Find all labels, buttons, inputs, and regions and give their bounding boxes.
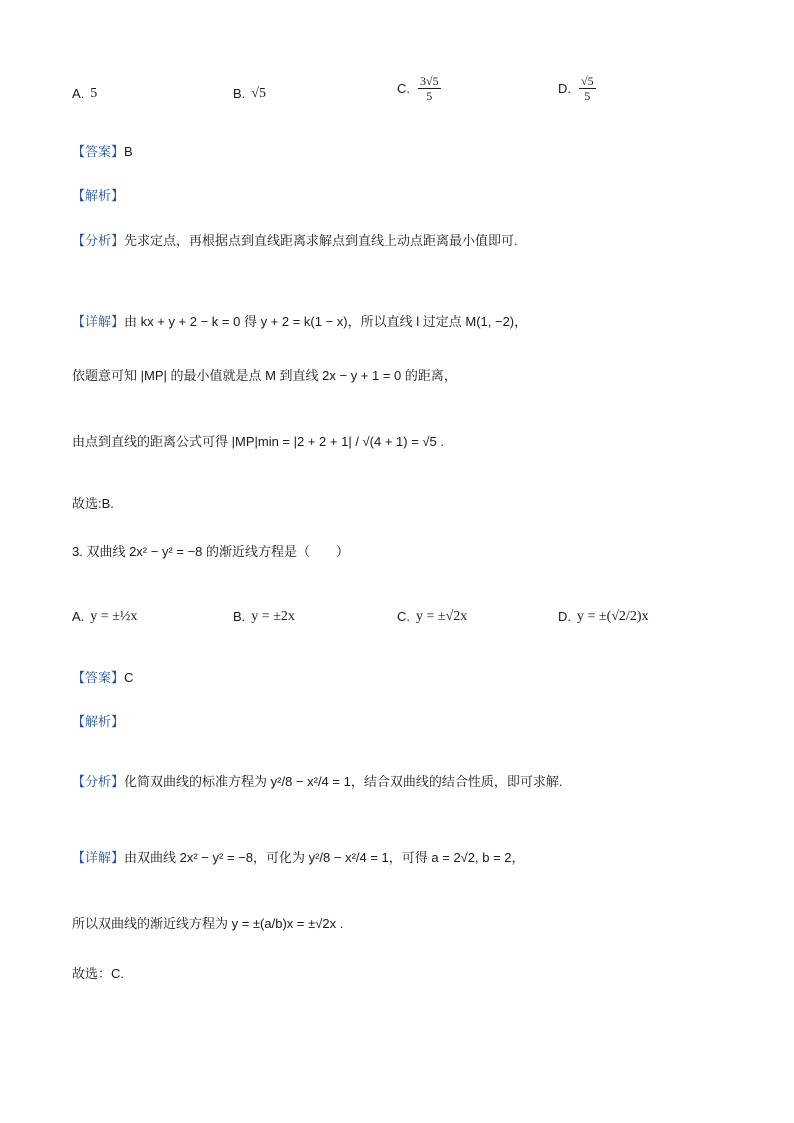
option-value: y = ±½x [90, 609, 138, 624]
fenxi-tag: 【分析】 [72, 233, 125, 248]
detail-line-1 [72, 312, 527, 333]
answer-value: B [124, 144, 133, 159]
answer-value: C [124, 670, 134, 685]
detail-tag: 【详解】 [72, 314, 125, 329]
option-label: A. [72, 609, 85, 624]
q3-detail-line-2 [72, 914, 343, 935]
detail-line-3 [72, 432, 444, 453]
conclusion-text: 故选：C. [72, 966, 125, 981]
option-label: B. [233, 609, 246, 624]
analysis-tag: 【解析】 [72, 714, 125, 729]
fenxi-text: 先求定点，再根据点到直线距离求解点到直线上动点距离最小值即可. [124, 233, 518, 248]
q3-option-c [397, 607, 467, 627]
option-value: y = ±√2x [416, 609, 468, 624]
conclusion-line [72, 494, 114, 515]
answer-tag: 【答案】 [72, 670, 125, 685]
fraction-denominator: 5 [584, 89, 591, 103]
option-label: D. [558, 609, 571, 624]
answer-line [72, 142, 133, 163]
option-fraction [418, 74, 441, 103]
detail-text: 由双曲线 2x² − y² = −8，可化为 y²/8 − x²/4 = 1，可得 a = 2√2, b = 2， [124, 850, 525, 865]
option-fraction [579, 74, 596, 103]
option-a [72, 84, 97, 104]
conclusion-text: 故选:B. [72, 496, 114, 511]
q3-answer-line [72, 668, 133, 689]
fraction-numerator: √5 [581, 74, 594, 88]
q3-analysis-heading [72, 712, 124, 733]
q3-option-b [233, 607, 295, 627]
q3-fenxi-line [72, 772, 562, 793]
option-c [397, 74, 443, 103]
option-value: y = ±(√2/2)x [577, 609, 649, 624]
fraction-denominator: 5 [426, 89, 433, 103]
q3-option-d [558, 607, 648, 627]
fenxi-text: 化简双曲线的标准方程为 y²/8 − x²/4 = 1，结合双曲线的结合性质，即可求解. [124, 774, 563, 789]
option-b [233, 84, 266, 104]
option-value: y = ±2x [251, 609, 295, 624]
analysis-heading [72, 186, 124, 207]
fenxi-line [72, 231, 518, 252]
analysis-tag: 【解析】 [72, 188, 125, 203]
detail-text: 由点到直线的距离公式可得 |MP|min = |2 + 2 + 1| / √(4 + 1) = √5 . [72, 434, 445, 449]
detail-text: 依题意可知 |MP| 的最小值就是点 M 到直线 2x − y + 1 = 0 的距离， [72, 368, 457, 383]
fenxi-tag: 【分析】 [72, 774, 125, 789]
question-3-stem [72, 542, 349, 563]
q3-option-a [72, 607, 137, 627]
option-value: √5 [251, 86, 266, 101]
option-label: A. [72, 86, 85, 101]
option-label: C. [397, 609, 410, 624]
question-stem-text: 3. 双曲线 2x² − y² = −8 的渐近线方程是（ ） [72, 544, 350, 559]
detail-tag: 【详解】 [72, 850, 125, 865]
q3-detail-line-1 [72, 848, 525, 869]
detail-text: 所以双曲线的渐近线方程为 y = ±(a/b)x = ±√2x . [72, 916, 344, 931]
detail-line-2 [72, 366, 457, 387]
fraction-numerator: 3√5 [420, 74, 439, 88]
answer-tag: 【答案】 [72, 144, 125, 159]
option-value: 5 [90, 86, 98, 101]
q3-conclusion-line [72, 964, 124, 985]
option-label: C. [397, 80, 410, 96]
option-label: B. [233, 86, 246, 101]
option-label: D. [558, 80, 571, 96]
option-d [558, 74, 598, 103]
detail-text: 由 kx + y + 2 − k = 0 得 y + 2 = k(1 − x)，所以直线 l 过定点 M(1, −2)， [124, 314, 528, 329]
